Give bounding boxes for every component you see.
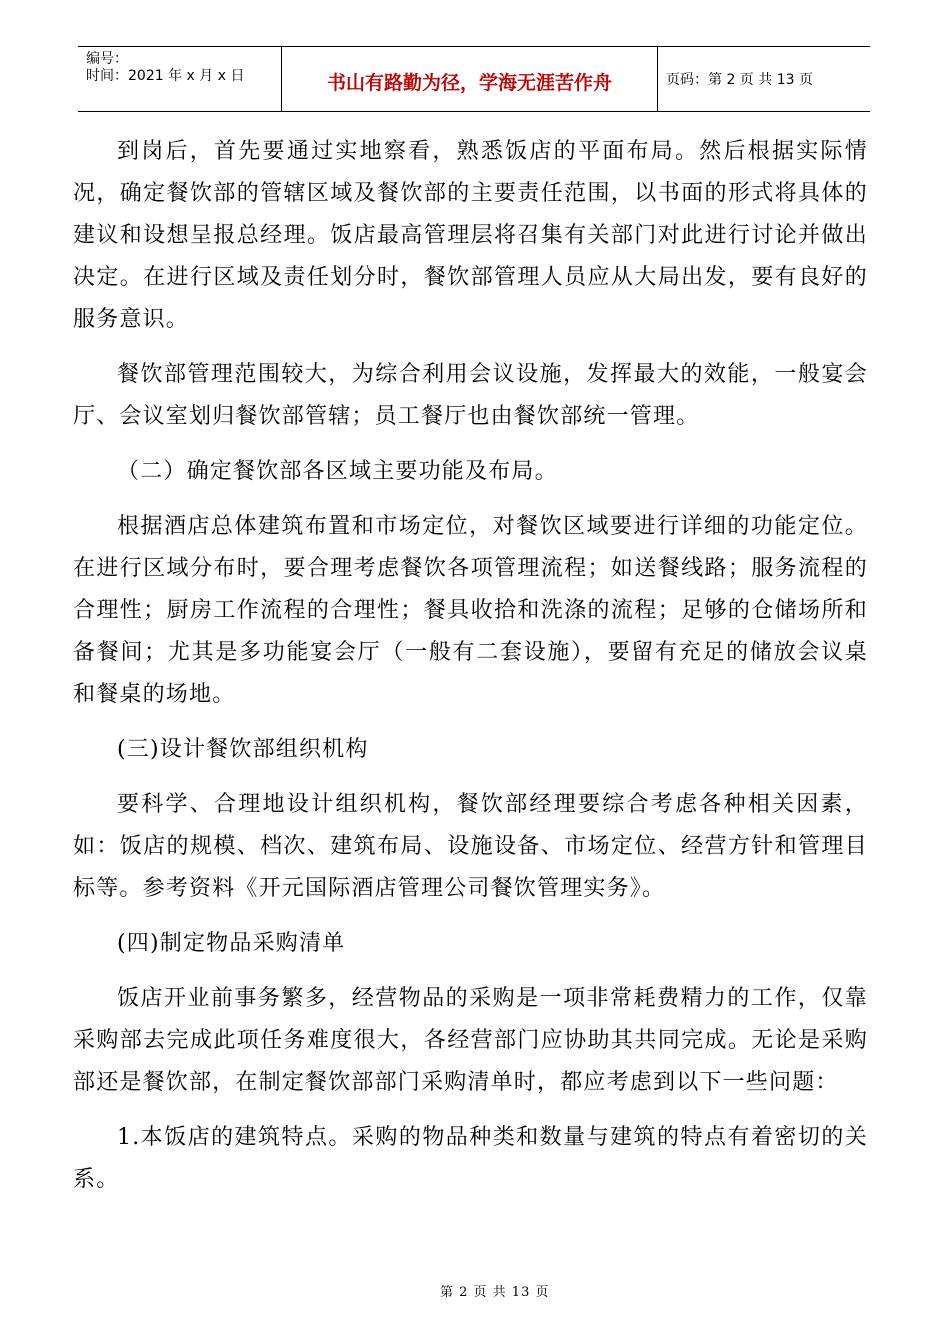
paragraph: 1.本饭店的建筑特点。采购的物品种类和数量与建筑的特点有着密切的关系。 [73, 1125, 868, 1192]
document-header [78, 46, 870, 112]
page-footer: 第 2 页 共 13 页 [440, 1285, 550, 1300]
document-code-label: 编号： [86, 51, 128, 67]
section-heading: (四)制定物品采购清单 [117, 931, 346, 956]
paragraph: 到岗后，首先要通过实地察看，熟悉饭店的平面布局。然后根据实际情况，确定餐饮部的管辖区域及餐饮部的主要责任范围，以书面的形式将具体的建议和设想呈报总经理。饭店最高管理层将召集有关部门对此进行讨论并做出决定。在进行区域及责任划分时，餐饮部管理人员应从大局出发，要有良好的服务意识。 [73, 139, 868, 332]
paragraph: 根据酒店总体建筑布置和市场定位，对餐饮区域要进行详细的功能定位。在进行区域分布时，要合理考虑餐饮各项管理流程；如送餐线路；服务流程的合理性；厨房工作流程的合理性；餐具收拾和洗涤的流程；足够的仓储场所和备餐间；尤其是多功能宴会厅（一般有二套设施），要留有充足的储放会议桌和餐桌的场地。 [73, 514, 868, 707]
header-motto: 书山有路勤为径，学海无涯苦作舟 [282, 47, 658, 111]
paragraph: 要科学、合理地设计组织机构，餐饮部经理要综合考虑各种相关因素，如：饭店的规模、档次、建筑布局、设施设备、市场定位、经营方针和管理目标等。参考资料《开元国际酒店管理公司餐饮管理实务》。 [73, 792, 868, 901]
section-heading: (三)设计餐饮部组织机构 [117, 737, 369, 762]
document-body [73, 131, 868, 1201]
document-date: 时间：2021 年 x 月 x 日 [86, 68, 245, 84]
paragraph: 餐饮部管理范围较大，为综合利用会议设施，发挥最大的效能，一般宴会厅、会议室划归餐饮部管辖；员工餐厅也由餐饮部统一管理。 [73, 362, 868, 429]
section-heading: （二）确定餐饮部各区域主要功能及布局。 [117, 459, 558, 484]
paragraph: 饭店开业前事务繁多，经营物品的采购是一项非常耗费精力的工作，仅靠采购部去完成此项任务难度很大，各经营部门应协助其共同完成。无论是采购部还是餐饮部，在制定餐饮部部门采购清单时，都应考虑到以下一些问题： [73, 986, 868, 1095]
header-meta-cell [78, 47, 282, 111]
header-page-info: 页码：第 2 页 共 13 页 [666, 72, 813, 88]
